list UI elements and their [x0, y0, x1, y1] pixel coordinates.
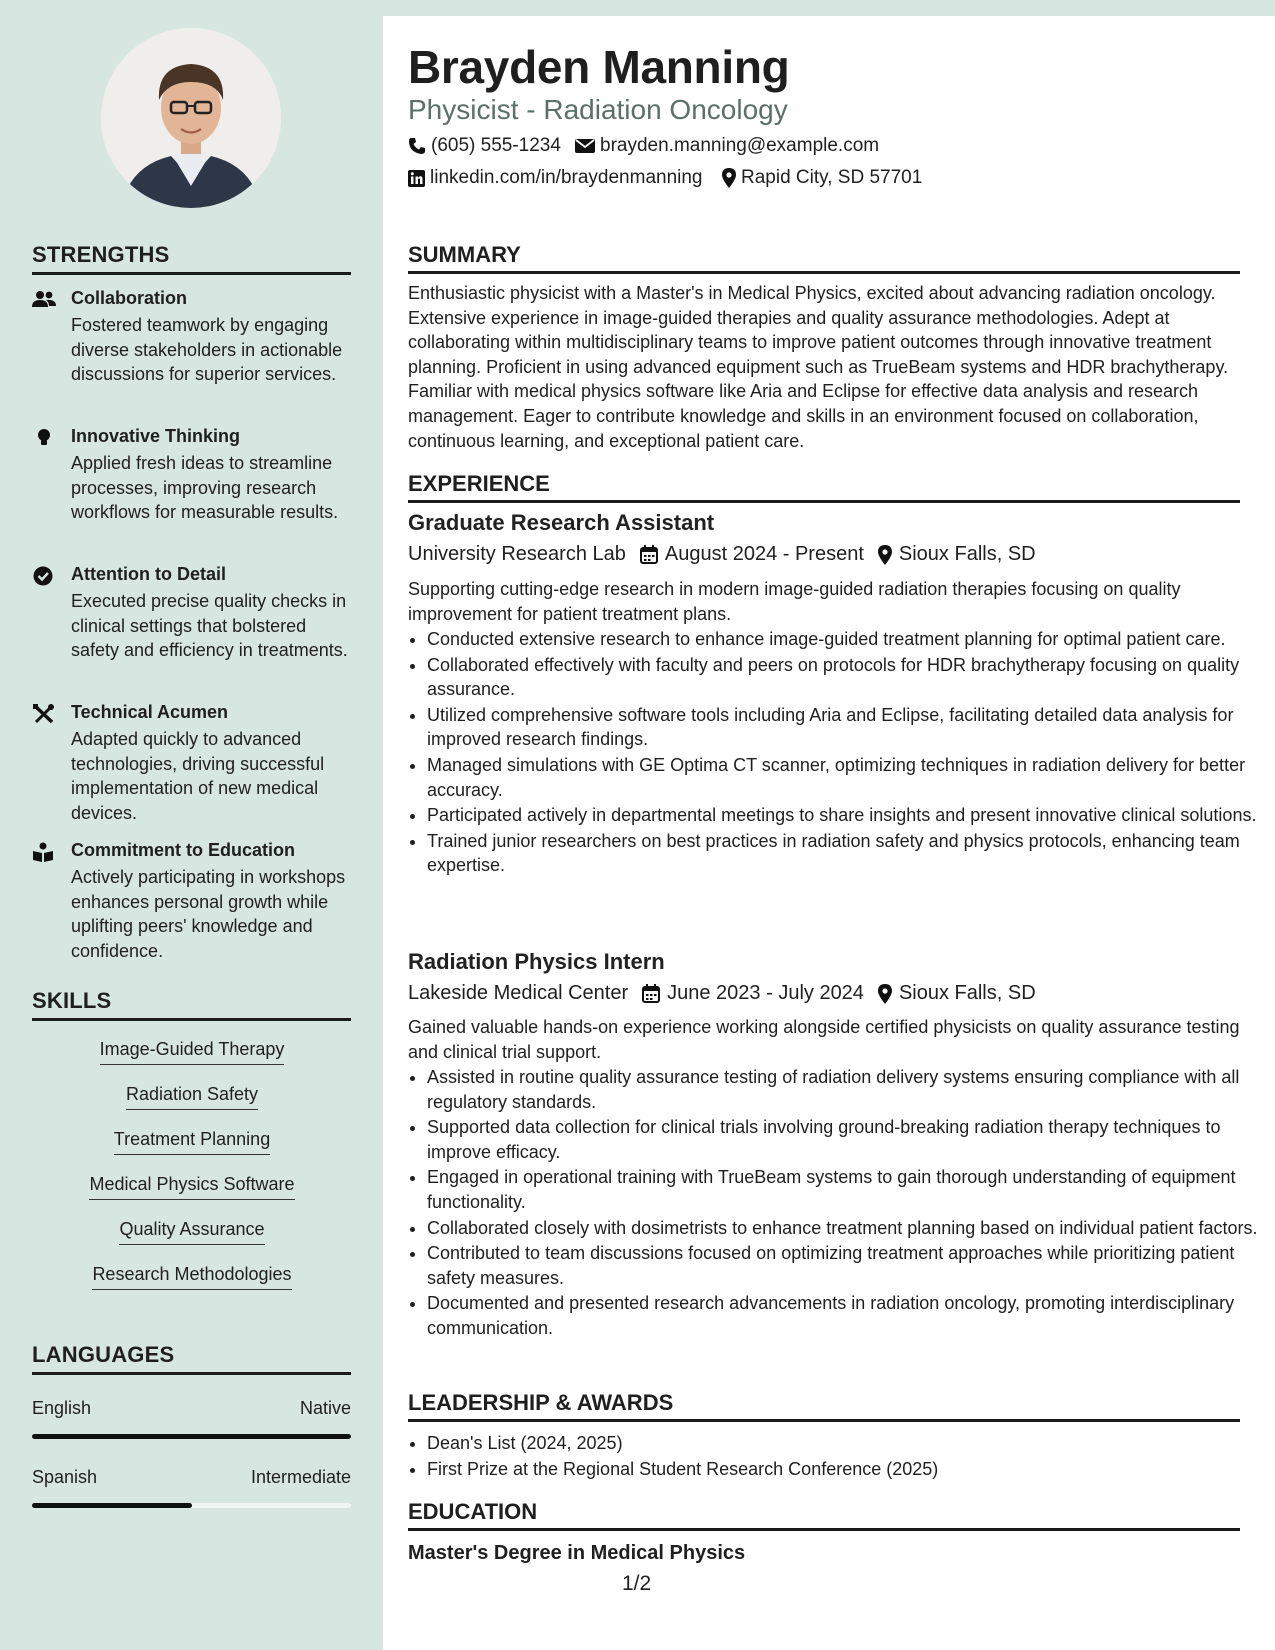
strength-desc: Actively participating in workshops enhances personal growth while uplifting peers' knowledge and confidence. [71, 867, 346, 961]
job-meta [408, 982, 1036, 1005]
strength-title: Innovative Thinking [71, 426, 241, 446]
strength-title: Commitment to Education [71, 840, 295, 860]
map-pin-icon [878, 984, 892, 1004]
list-item: • Conducted extensive research to enhance image-guided treatment planning for optimal patient care. [427, 627, 1262, 652]
linkedin-text[interactable]: linkedin.com/in/braydenmanning [430, 167, 703, 188]
list-item: • Collaborated effectively with faculty and peers on protocols for HDR brachytherapy focusing on quality assurance. [427, 653, 1262, 702]
job-location: Sioux Falls, SD [898, 982, 1036, 1004]
list-item: • Documented and presented research advancements in radiation oncology, promoting interdisciplinary communication. [427, 1291, 1262, 1340]
list-item: • Utilized comprehensive software tools including Aria and Eclipse, facilitating detailed data analysis for improved research findings. [427, 703, 1262, 752]
top-band [0, 0, 1275, 16]
location-text: Rapid City, SD 57701 [741, 167, 923, 188]
job-summary: Gained valuable hands-on experience working alongside certified physicists on quality assurance testing and clinical trial support. [408, 1017, 1240, 1062]
list-item: • Managed simulations with GE Optima CT scanner, optimizing techniques in radiation delivery for better accuracy. [427, 753, 1262, 802]
skills-heading: SKILLS [32, 988, 351, 1021]
skill-item: Medical Physics Software [32, 1174, 352, 1200]
tools-icon [32, 704, 56, 724]
job-dates: June 2023 - July 2024 [667, 982, 864, 1004]
language-level: Intermediate [250, 1467, 351, 1487]
proficiency-bar [32, 1503, 351, 1508]
candidate-name: Brayden Manning [408, 41, 790, 93]
book-reader-icon [32, 842, 56, 862]
email-contact[interactable] [575, 135, 879, 157]
location-contact [722, 167, 922, 189]
job-location: Sioux Falls, SD [898, 543, 1036, 565]
job-meta [408, 543, 1036, 566]
strength-desc: Fostered teamwork by engaging diverse stakeholders in actionable discussions for superior services. [71, 315, 343, 384]
degree-title: Master's Degree in Medical Physics [408, 1542, 746, 1564]
language-level: Native [299, 1398, 351, 1418]
skill-item: Image-Guided Therapy [32, 1039, 352, 1065]
summary-heading: SUMMARY [408, 242, 1240, 274]
language-name: Spanish [32, 1467, 98, 1487]
strength-title: Collaboration [71, 288, 187, 308]
job-bullets [408, 627, 1262, 879]
skill-item: Research Methodologies [32, 1264, 352, 1290]
list-item: • First Prize at the Regional Student Research Conference (2025) [427, 1457, 1262, 1482]
map-pin-icon [878, 545, 892, 565]
list-item: • Participated actively in departmental meetings to share insights and present innovative clinical solutions. [427, 803, 1262, 828]
phone-contact [408, 135, 561, 157]
job-dates: August 2024 - Present [664, 543, 864, 565]
awards-list [408, 1431, 1262, 1482]
check-circle-icon [32, 566, 56, 586]
phone-text: (605) 555-1234 [431, 135, 561, 156]
strength-title: Technical Acumen [71, 702, 229, 722]
calendar-icon [642, 984, 660, 1003]
strength-desc: Executed precise quality checks in clinical settings that bolstered safety and efficiency in treatments. [71, 591, 348, 660]
envelope-icon [575, 138, 595, 154]
skill-item: Treatment Planning [32, 1129, 352, 1155]
strength-title: Attention to Detail [71, 564, 226, 584]
list-item: • Trained junior researchers on best practices in radiation safety and physics protocols, enhancing team expertise. [427, 829, 1262, 878]
phone-icon [408, 137, 426, 155]
strength-desc: Adapted quickly to advanced technologies, driving successful implementation of new medical devices. [71, 729, 325, 823]
company-name: Lakeside Medical Center [408, 982, 629, 1004]
language-name: English [32, 1398, 92, 1418]
profile-photo [101, 28, 281, 208]
job-summary: Supporting cutting-edge research in modern image-guided radiation therapies focusing on quality improvement for patient treatment plans. [408, 579, 1181, 624]
strength-desc: Applied fresh ideas to streamline processes, improving research workflows for measurable results. [71, 453, 339, 522]
job-role: Physicist - Radiation Oncology [408, 94, 788, 125]
job-title: Graduate Research Assistant [408, 510, 715, 535]
list-item: • Contributed to team discussions focused on optimizing treatment approaches while prioritizing patient safety measures. [427, 1241, 1262, 1290]
list-item: • Assisted in routine quality assurance testing of radiation delivery systems ensuring compliance with all regulatory standards. [427, 1065, 1262, 1114]
job-bullets [408, 1065, 1262, 1342]
linkedin-contact[interactable] [408, 167, 703, 189]
list-item: • Supported data collection for clinical trials involving ground-breaking radiation therapy techniques to improve efficacy. [427, 1115, 1262, 1164]
users-icon [32, 290, 56, 310]
skill-item: Radiation Safety [32, 1084, 352, 1110]
linkedin-icon [408, 170, 425, 187]
email-text[interactable]: brayden.manning@example.com [600, 135, 880, 156]
summary-text: Enthusiastic physicist with a Master's in Medical Physics, excited about advancing radiation oncology. Extensive experience in image-guided therapies and quality assurance methodologies. Adept at collaborating within multidisciplinary teams to improve patient outcomes through innovative treatment planning. Proficient in using advanced equipment such as TrueBeam systems and HDR brachytherapy. Familiar with medical physics software like Aria and Eclipse for effective data analysis and research management. Eager to contribute knowledge and skills in an environment focused on collaboration, continuous learning, and exceptional patient care. [408, 283, 1229, 451]
list-item: • Collaborated closely with dosimetrists to enhance treatment planning based on individual patient factors. [427, 1216, 1262, 1241]
experience-heading: EXPERIENCE [408, 471, 1240, 503]
company-name: University Research Lab [408, 543, 626, 565]
languages-heading: LANGUAGES [32, 1342, 351, 1375]
strengths-heading: STRENGTHS [32, 242, 351, 275]
list-item: • Engaged in operational training with TrueBeam systems to gain thorough understanding of equipment functionality. [427, 1165, 1262, 1214]
job-title: Radiation Physics Intern [408, 949, 665, 974]
list-item: • Dean's List (2024, 2025) [427, 1431, 1262, 1456]
education-heading: EDUCATION [408, 1499, 1240, 1531]
calendar-icon [640, 545, 658, 564]
leadership-heading: LEADERSHIP & AWARDS [408, 1390, 1240, 1422]
page-number: 1/2 [622, 1572, 652, 1595]
lightbulb-icon [32, 428, 56, 448]
proficiency-bar [32, 1434, 351, 1439]
map-pin-icon [722, 168, 736, 188]
skill-item: Quality Assurance [32, 1219, 352, 1245]
